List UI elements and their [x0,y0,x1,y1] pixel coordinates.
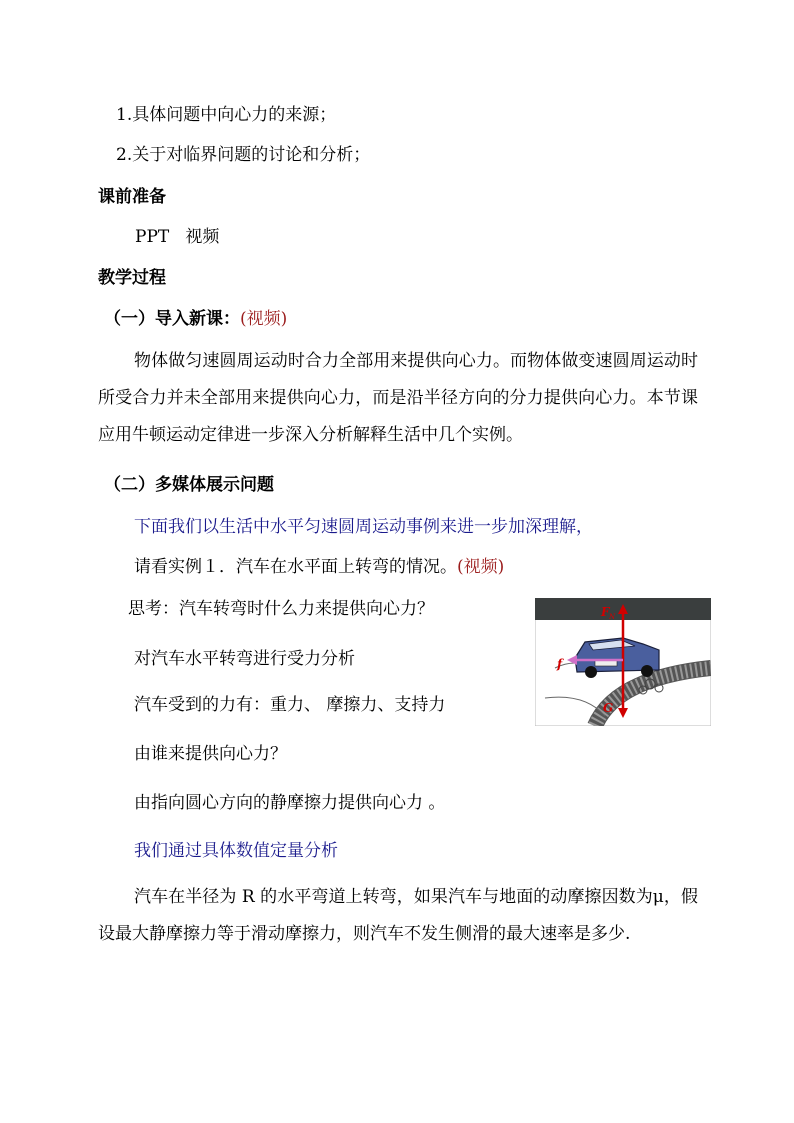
point-1: 1.具体问题中向心力的来源； [116,105,337,125]
section1-paragraph-text: 物体做匀速圆周运动时合力全部用来提供向心力。而物体做变速圆周运动时所受合力并未全部用来提供向心力，而是沿半径方向的分力提供向心力。本节课应用牛顿运动定律进一步深入分析解释生活中几个实例。 [98,351,698,445]
problem-paragraph [98,879,698,953]
car-force-diagram [535,598,711,726]
section2-intro: 下面我们以生活中水平匀速圆周运动事例来进一步加深理解， [134,517,593,537]
question-forces: 汽车受到的力有：重力、 摩擦力、支持力 [134,695,446,715]
label-f: f [557,657,563,671]
question-think: 思考：汽车转弯时什么力来提供向心力？ [128,599,434,619]
example-1 [134,556,504,578]
process-heading: 教学过程 [98,268,166,288]
example-1-video-tag: (视频) [457,557,505,577]
example-1-text: 请看实例１．汽车在水平面上转弯的情况。 [134,557,457,577]
problem-text: 汽车在半径为 R 的水平弯道上转弯，如果汽车与地面的动摩擦因数为μ，假设最大静摩擦力等于滑动摩擦力，则汽车不发生侧滑的最大速率是多少. [98,887,698,944]
prep-heading: 课前准备 [98,187,166,207]
section1-video-tag: (视频) [240,309,288,329]
car-force-svg [535,598,711,726]
section1-paragraph [98,343,698,454]
label-fn: F [601,605,610,619]
question-who: 由谁来提供向心力？ [134,744,287,764]
label-fn-sub: N [609,613,616,621]
prep-materials: PPT 视频 [135,227,220,247]
point-2: 2.关于对临界问题的讨论和分析； [116,145,371,165]
section2-heading: （二）多媒体展示问题 [104,475,274,495]
question-analyze: 对汽车水平转弯进行受力分析 [134,649,355,669]
quantitative-heading: 我们通过具体数值定量分析 [134,841,338,861]
label-g: G [603,701,614,715]
section1-label: （一）导入新课： [104,309,240,329]
question-answer: 由指向圆心方向的静摩擦力提供向心力 。 [134,793,446,813]
section1-heading [104,308,287,330]
